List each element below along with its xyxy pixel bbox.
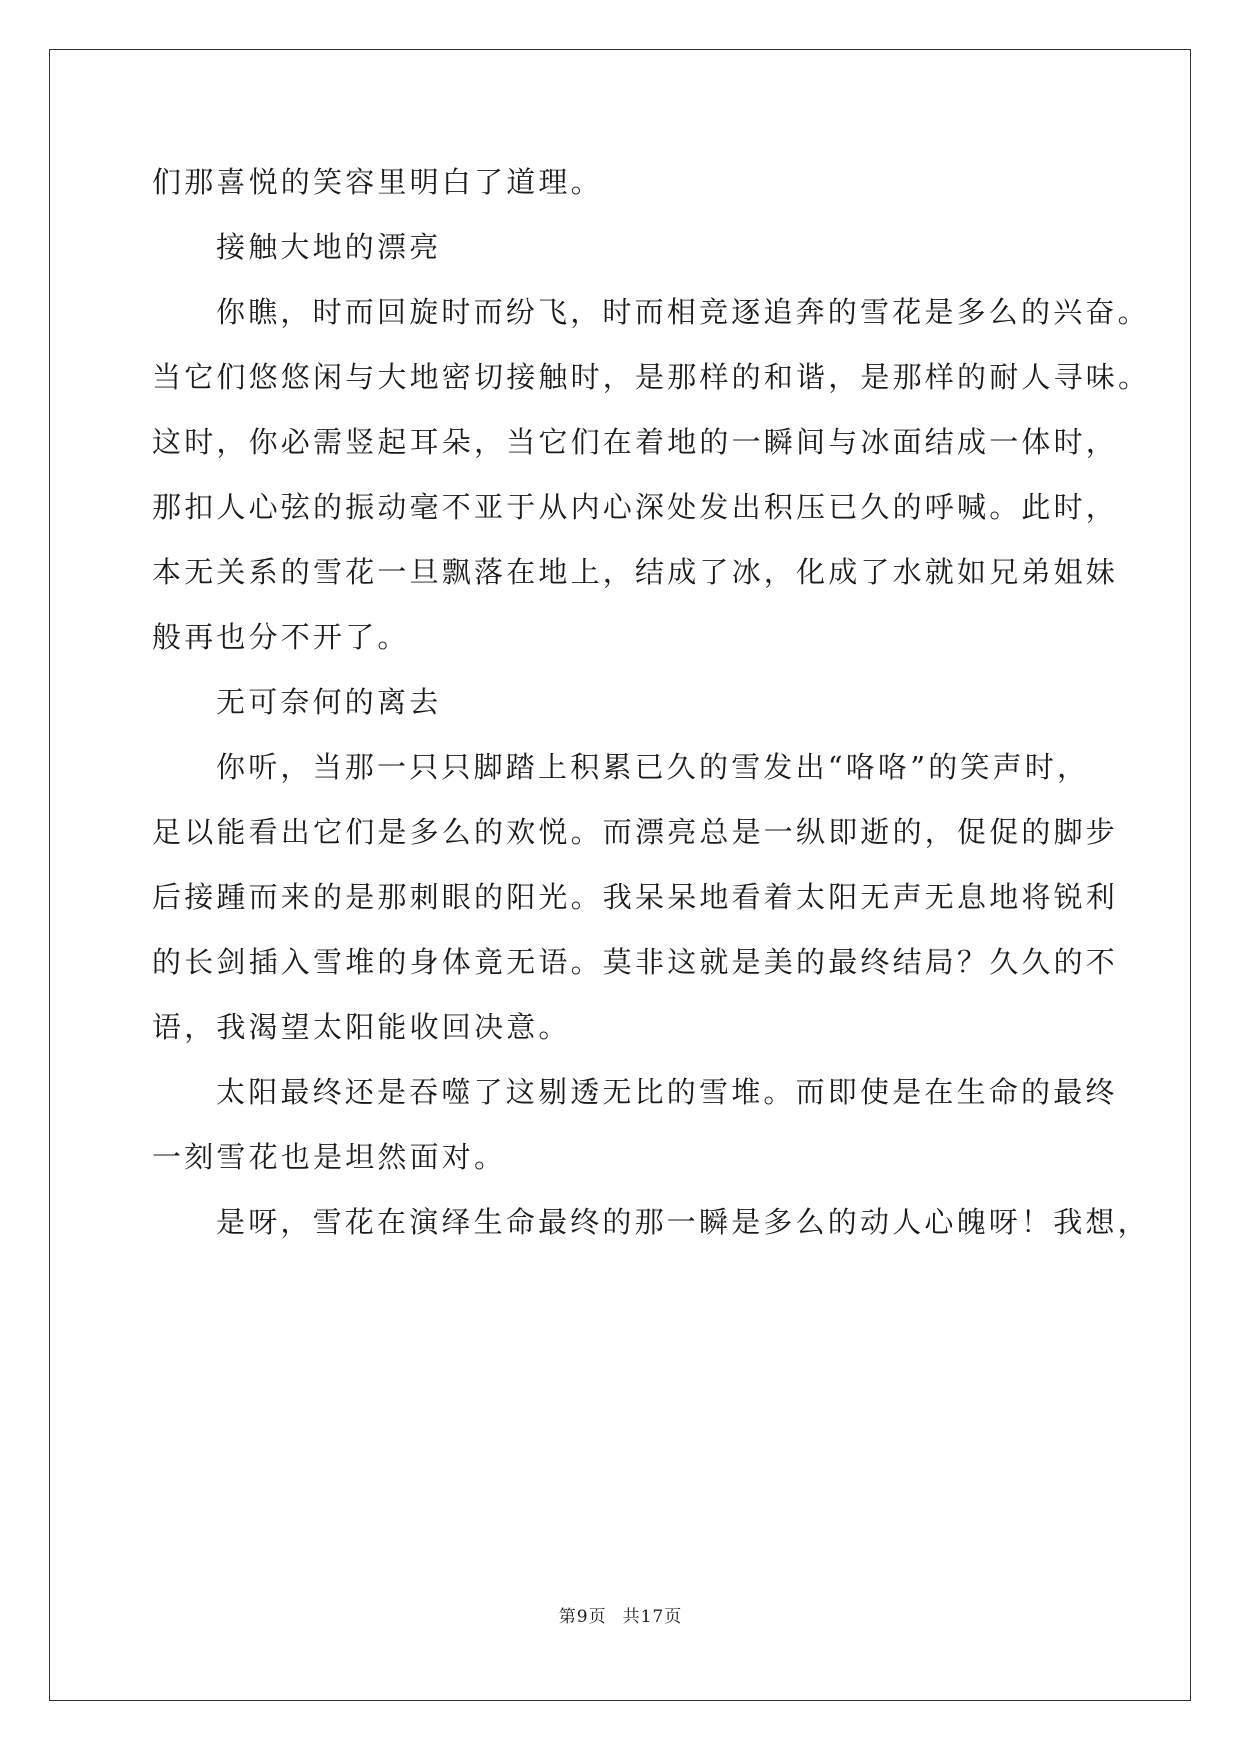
text-line: 后接踵而来的是那刺眼的阳光。我呆呆地看着太阳无声无息地将锐利 [152,880,1119,914]
text-line: 当它们悠悠闲与大地密切接触时，是那样的和谐，是那样的耐人寻味。 [152,360,1151,394]
page-footer [0,1602,1241,1627]
text-line: 这时，你必需竖起耳朵，当它们在着地的一瞬间与冰面结成一体时， [152,425,1119,459]
text-line: 太阳最终还是吞噬了这剔透无比的雪堆。而即使是在生命的最终 [216,1075,1118,1109]
text-line: 的长剑插入雪堆的身体竟无语。莫非这就是美的最终结局？久久的不 [152,945,1119,979]
text-line: 你听，当那一只只脚踏上积累已久的雪发出“咯咯”的笑声时， [216,750,1090,784]
section-heading: 无可奈何的离去 [216,685,442,719]
text-line: 语，我渴望太阳能收回决意。 [152,1010,571,1044]
text-line: 一刻雪花也是坦然面对。 [152,1140,507,1174]
text-line: 那扣人心弦的振动毫不亚于从内心深处发出积压已久的呼喊。此时， [152,490,1119,524]
text-line: 足以能看出它们是多么的欢悦。而漂亮总是一纵即逝的，促促的脚步 [152,815,1119,849]
text-line: 们那喜悦的笑容里明白了道理。 [152,165,603,199]
section-heading: 接触大地的漂亮 [216,230,442,264]
text-line: 般再也分不开了。 [152,620,410,654]
text-line: 你瞧，时而回旋时而纷飞，时而相竞逐追奔的雪花是多么的兴奋。 [216,295,1150,329]
page-total: 共17页 [622,1607,683,1627]
text-line: 本无关系的雪花一旦飘落在地上，结成了冰，化成了水就如兄弟姐妹 [152,555,1119,589]
text-line: 是呀，雪花在演绎生命最终的那一瞬是多么的动人心魄呀！我想， [216,1205,1150,1239]
page-number: 第9页 [558,1607,607,1627]
